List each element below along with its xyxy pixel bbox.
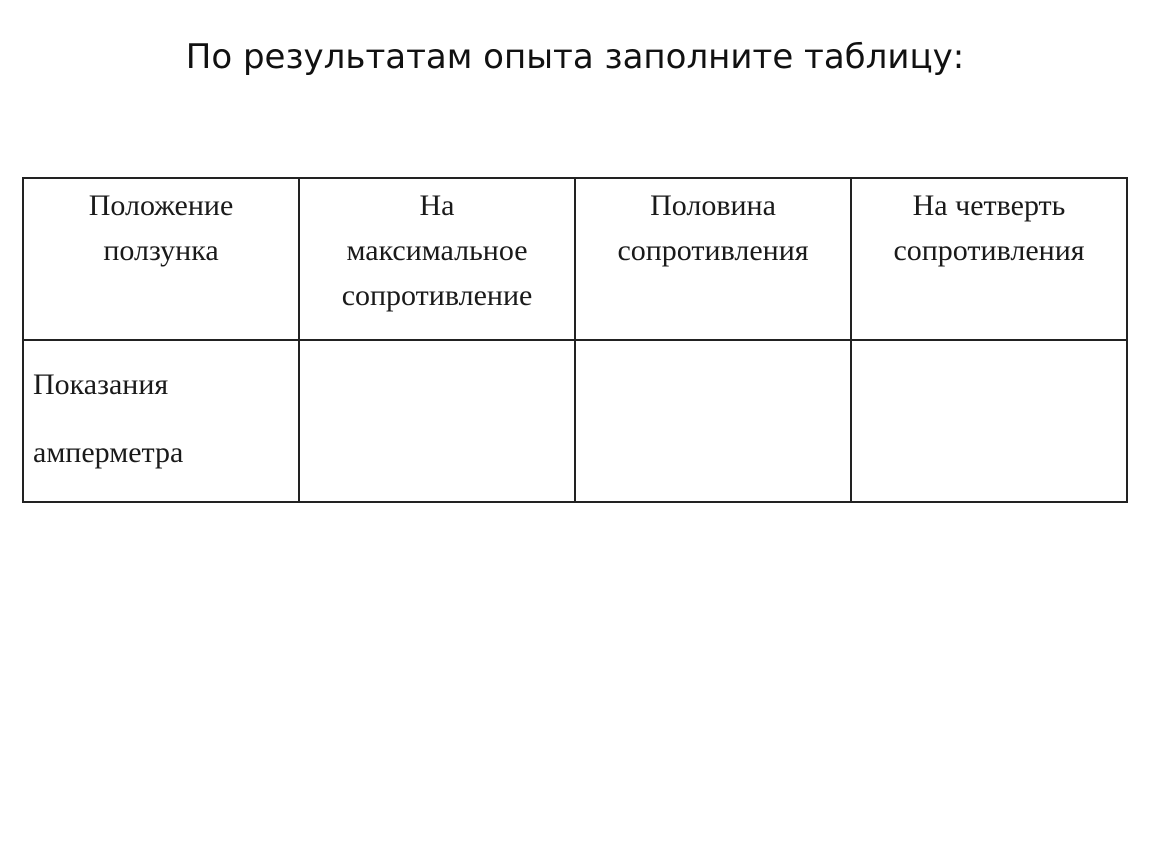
header-text-line: сопротивления bbox=[893, 234, 1085, 267]
page-title: По результатам опыта заполните таблицу: bbox=[185, 37, 965, 77]
header-text-line: На bbox=[419, 189, 455, 222]
header-text-line: ползунка bbox=[103, 234, 219, 267]
header-text-line: Положение bbox=[88, 189, 234, 222]
results-table bbox=[22, 177, 1128, 503]
table-header-row bbox=[23, 178, 1127, 340]
value-cell-quarter-resistance bbox=[851, 340, 1127, 502]
value-cell-max-resistance bbox=[299, 340, 575, 502]
header-text-line: сопротивление bbox=[341, 279, 533, 312]
header-text-line: максимальное bbox=[346, 234, 528, 267]
value-cell-half-resistance bbox=[575, 340, 851, 502]
row-label-line: Показания bbox=[33, 368, 169, 401]
row-label-line: амперметра bbox=[33, 436, 184, 469]
table-row-ammeter bbox=[23, 340, 1127, 502]
header-cell-max-resistance bbox=[299, 178, 575, 340]
header-text-line: На четверть bbox=[912, 189, 1066, 222]
header-cell-slider-position bbox=[23, 178, 299, 340]
header-text-line: Половина bbox=[650, 189, 776, 222]
row-label-ammeter-readings bbox=[23, 340, 299, 502]
header-cell-half-resistance bbox=[575, 178, 851, 340]
header-cell-quarter-resistance bbox=[851, 178, 1127, 340]
header-text-line: сопротивления bbox=[617, 234, 809, 267]
